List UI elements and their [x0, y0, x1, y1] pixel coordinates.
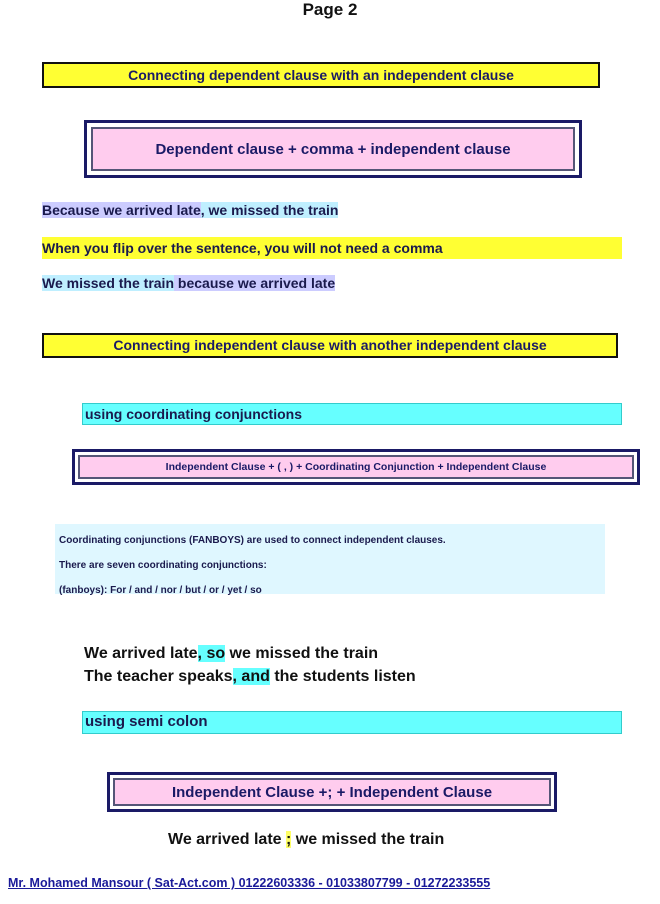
note-flip-sentence: When you flip over the sentence, you will not need a comma — [42, 240, 443, 256]
example-so-part1: We arrived late — [84, 645, 198, 662]
page-title: Page 2 — [302, 0, 358, 19]
formula-text-dependent: Dependent clause + comma + independent clause — [91, 127, 575, 171]
info-line-1: Coordinating conjunctions (FANBOYS) are used to connect independent clauses. — [59, 535, 446, 546]
heading-independent-independent: Connecting independent clause with another independent clause — [42, 333, 618, 358]
semicolon-highlight: ; — [285, 831, 292, 848]
formula-text-semicolon: Independent Clause +; + Independent Clause — [113, 778, 551, 806]
dependent-clause-highlight: because we arrived late — [174, 275, 336, 291]
conjunction-highlight-so: , so — [197, 645, 226, 662]
info-line-3: (fanboys): For / and / nor / but / or / yet / so — [59, 585, 262, 596]
subheading-semi-colon: using semi colon — [82, 711, 622, 734]
example-and-part1: The teacher speaks — [84, 668, 233, 685]
example-and — [84, 666, 416, 688]
formula-box-coordinating — [72, 449, 640, 485]
subheading-coordinating-conjunctions: using coordinating conjunctions — [82, 403, 622, 425]
info-line-2: There are seven coordinating conjunctions: — [59, 560, 267, 571]
dependent-clause-highlight: Because we arrived late — [42, 202, 201, 218]
heading-dependent-independent: Connecting dependent clause with an independent clause — [42, 62, 600, 88]
conjunction-highlight-and: , and — [232, 668, 270, 685]
independent-clause-highlight: We missed the train — [42, 275, 175, 291]
example-semicolon — [168, 829, 444, 851]
formula-box-semicolon — [107, 772, 557, 812]
example-and-part2: the students listen — [269, 668, 416, 685]
example-semicolon-part1: We arrived late — [168, 831, 286, 848]
example-so — [84, 643, 378, 665]
example-line-because — [42, 200, 338, 220]
formula-box-dependent — [84, 120, 582, 178]
fanboys-info-box — [55, 524, 605, 594]
formula-text-coordinating: Independent Clause + ( , ) + Coordinating Conjunction + Independent Clause — [78, 455, 634, 479]
example-so-part2: we missed the train — [225, 645, 379, 662]
example-line-flipped — [42, 273, 335, 293]
example-semicolon-part2: we missed the train — [291, 831, 445, 848]
footer-contact: Mr. Mohamed Mansour ( Sat-Act.com ) 01222603336 - 01033807799 - 01272233555 — [8, 876, 491, 890]
independent-clause-highlight: , we missed the train — [200, 202, 339, 218]
